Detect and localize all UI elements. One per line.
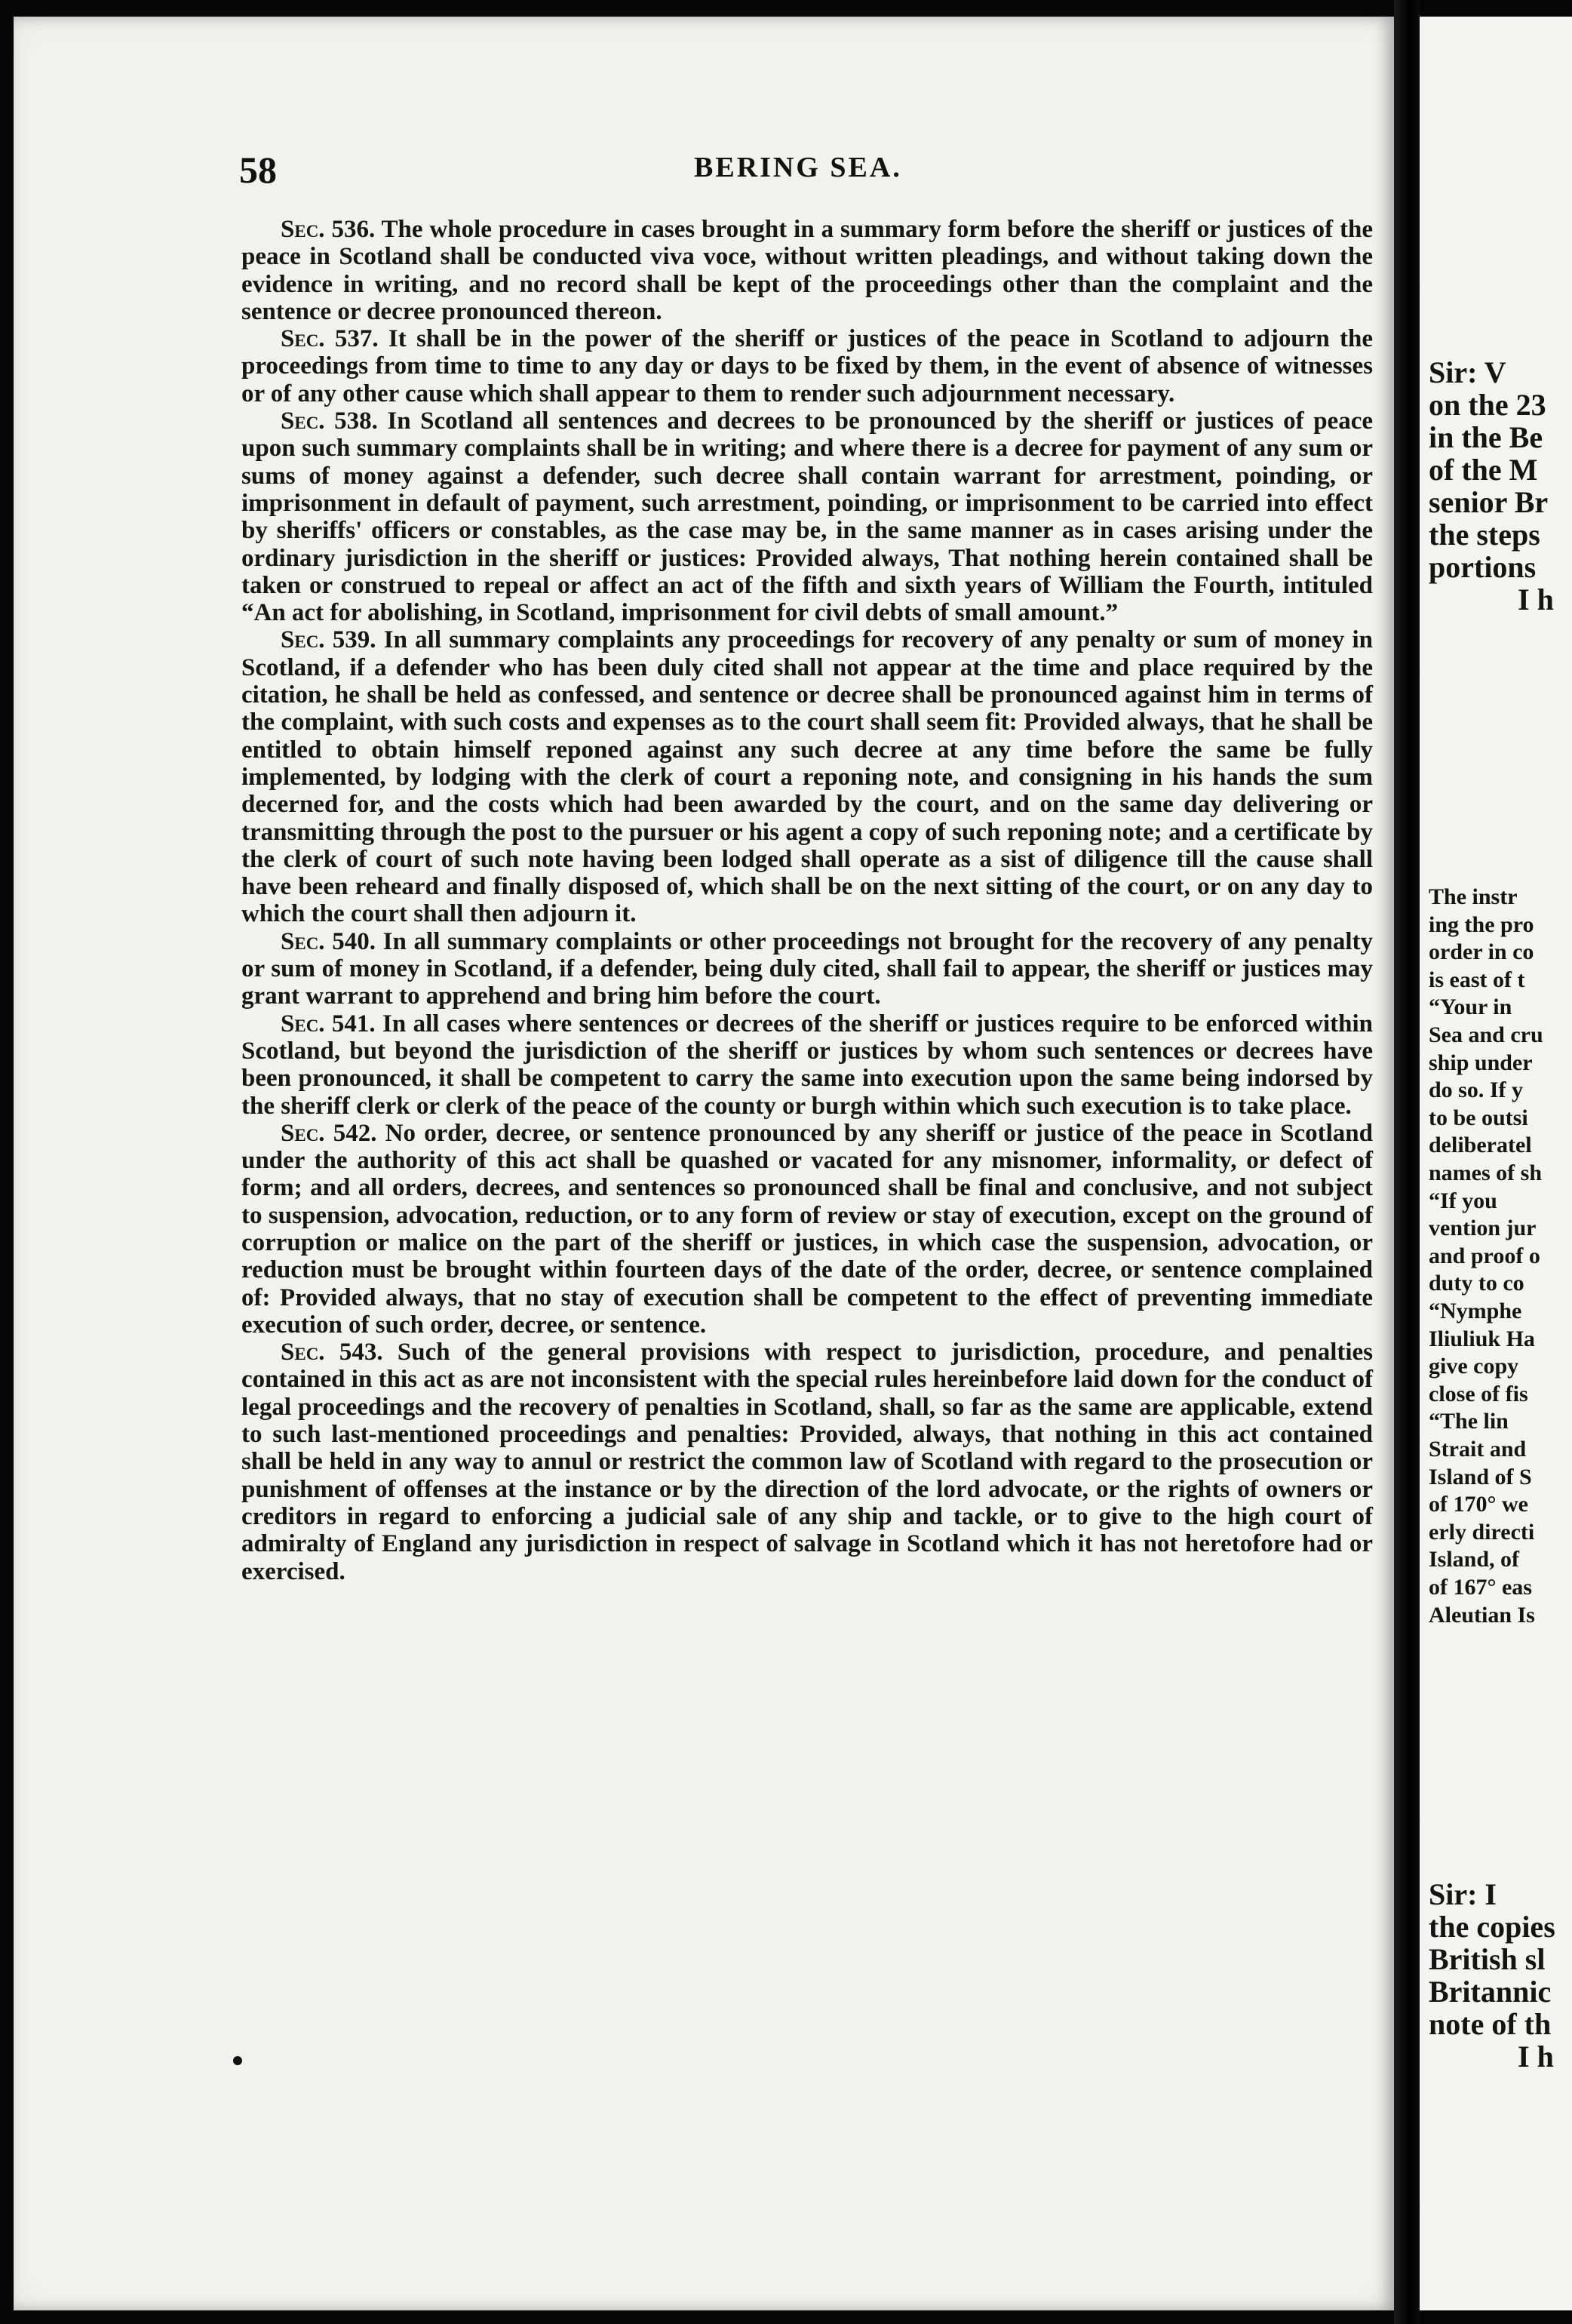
facing-page-line: Sea and cru xyxy=(1429,1022,1543,1047)
facing-page-line: Strait and xyxy=(1429,1437,1527,1462)
section-536 xyxy=(241,216,1373,325)
section-label: Sec. 536. xyxy=(281,216,376,243)
statute-text xyxy=(241,216,1373,1585)
section-540 xyxy=(241,928,1373,1010)
section-537 xyxy=(241,325,1373,407)
section-body: The whole procedure in cases brought in a summary form before the sheriff or justices of the peace in Scotland shall be conducted viva voce, without written pleadings, and without taking down the evidence in writing, and no record shall be kept of the proceedings other than the complaint and the sentence or decree pronounced thereon. xyxy=(241,216,1374,325)
section-label: Sec. 540. xyxy=(281,927,376,955)
facing-page-line: “The lin xyxy=(1429,1409,1509,1434)
facing-page-line: “Your in xyxy=(1429,994,1512,1020)
facing-page-line: names of sh xyxy=(1429,1160,1543,1185)
facing-page-line: Sir: I xyxy=(1429,1877,1497,1911)
ink-speck xyxy=(233,2056,242,2065)
facing-page-line: and proof o xyxy=(1429,1243,1540,1268)
facing-page-line: Iliuliuk Ha xyxy=(1429,1326,1535,1351)
section-body: Such of the general provisions with respect to jurisdiction, procedure, and penalties contained in this act as are not inconsistent with the special rules hereinbefore laid down for the conduct of legal proceedings and the recovery of penalties in Scotland, shall, so far as the same are applicable, extend to such last-mentioned proceedings and penalties: Provided, always, that nothing in this act contained shall be held in any way to annul or restrict the common law of Scotland with regard to the prosecution or punishment of offenses at the instance or by the direction of the lord advocate, or the rights of owners or creditors in regard to enforcing a judicial sale of any ship and tackle, or to give to the high court of admiralty of England any jurisdiction in respect of salvage in Scotland which it has not heretofore had or exercised. xyxy=(241,1339,1374,1585)
section-543 xyxy=(241,1339,1373,1585)
facing-page-line: of the M xyxy=(1429,453,1538,487)
section-label: Sec. 542. xyxy=(281,1119,377,1147)
facing-page-line: ing the pro xyxy=(1429,911,1534,937)
facing-page-line: give copy xyxy=(1429,1354,1519,1379)
section-539 xyxy=(241,626,1373,927)
facing-page xyxy=(1420,17,1572,2310)
facing-page-line: of 170° we xyxy=(1429,1492,1528,1517)
facing-page-line: of 167° eas xyxy=(1429,1575,1532,1600)
facing-page-line: Sir: V xyxy=(1429,355,1506,389)
facing-page-line: The instr xyxy=(1429,884,1518,909)
facing-page-line: “Nymphe xyxy=(1429,1299,1522,1323)
facing-page-line: senior Br xyxy=(1429,485,1549,519)
facing-page-line: do so. If y xyxy=(1429,1077,1524,1103)
facing-page-line: deliberatel xyxy=(1429,1133,1532,1158)
section-label: Sec. 541. xyxy=(281,1010,376,1038)
facing-page-line: “If you xyxy=(1429,1188,1497,1213)
section-body: In all summary complaints any proceedings for recovery of any penalty or sum of money in Scotland, if a defender who has been duly cited shall not appear at the time and place required by the citation, he shall be held as confessed, and sentence or decree shall be pronounced against him in terms of the complaint, with such costs and expenses as to the court shall seem fit: Provided always, that he shall be entitled to obtain himself reponed against any such decree at any time before the same be fully implemented, by lodging with the clerk of court a reponing note, and consigning in his hands the sum decerned for, and the costs which had been awarded by the court, and on the same day delivering or transmitting through the post to the pursuer or his agent a copy of such reponing note; and a certificate by the clerk of court of such note having been lodged shall operate as a sist of diligence till the cause shall have been reheard and finally disposed of, which shall be on the next sitting of the court, or on any day to which the court shall then adjourn it. xyxy=(241,626,1374,928)
facing-page-line: British sl xyxy=(1429,1942,1546,1976)
facing-page-line: order in co xyxy=(1429,939,1534,965)
facing-page-line: Island of S xyxy=(1429,1464,1532,1489)
section-body: In Scotland all sentences and decrees to be pronounced by the sheriff or justices of peace upon such summary complaints shall be in writing; and where there is a decree for payment of any sum or sums of money against a defender, such decree shall contain warrant for arrestment, poinding, or imprisonment in default of payment, such arrestment, poinding, or imprisonment to be carried into effect by sheriffs' officers or constables, as the case may be, in the same manner as in cases arising under the ordinary jurisdiction in the sheriff or justices: Provided always, That nothing herein contained shall be taken or construed to repeal or affect an act of the fifth and sixth years of William the Fourth, intituled “An act for abolishing, in Scotland, imprisonment for civil debts of small amount.” xyxy=(241,407,1374,627)
facing-page-line: Britannic xyxy=(1429,1975,1552,2009)
book-spine xyxy=(1394,0,1420,2324)
page-number: 58 xyxy=(239,149,277,191)
facing-page-line: vention jur xyxy=(1429,1216,1537,1241)
facing-page-line: is east of t xyxy=(1429,967,1525,992)
facing-page-line: I h xyxy=(1518,2040,1554,2073)
facing-page-line: in the Be xyxy=(1429,420,1543,454)
section-label: Sec. 539. xyxy=(281,626,376,654)
facing-page-line: the copies xyxy=(1429,1910,1555,1944)
facing-page-line: the steps xyxy=(1429,518,1540,552)
section-body: No order, decree, or sentence pronounced by any sheriff or justice of the peace in Scotland under the authority of this act shall be quashed or vacated for any misnomer, informality, or defect of form; and all orders, decrees, and sentences so pronounced shall be final and conclusive, and not subject to suspension, advocation, reduction, or to any form of review or stay of execution, except on the ground of corruption or malice on the part of the sheriff or justices, in which case the suspension, advocation, or reduction must be brought within fourteen days of the date of the order, decree, or sentence complained of: Provided always, that no stay of execution shall be competent to the effect of preventing immediate execution of such order, decree, or sentence. xyxy=(241,1119,1374,1339)
facing-page-line: note of th xyxy=(1429,2007,1552,2041)
running-head: BERING SEA. xyxy=(694,152,902,183)
section-body: It shall be in the power of the sheriff or justices of the peace in Scotland to adjourn the proceedings from time to time to any day or days to be fixed by them, in the event of absence of witnesses or of any other cause which shall appear to them to render such adjournment necessary. xyxy=(241,325,1374,407)
section-541 xyxy=(241,1010,1373,1120)
section-label: Sec. 538. xyxy=(281,407,378,435)
facing-page-line: to be outsi xyxy=(1429,1105,1528,1130)
facing-page-line: erly directi xyxy=(1429,1519,1535,1545)
facing-page-line: ship under xyxy=(1429,1050,1533,1075)
facing-page-line: duty to co xyxy=(1429,1271,1524,1296)
facing-page-line: portions xyxy=(1429,550,1537,584)
facing-page-line: Island, of xyxy=(1429,1547,1520,1572)
facing-page-line: on the 23 xyxy=(1429,388,1546,422)
facing-page-line: Aleutian Is xyxy=(1429,1602,1535,1628)
section-label: Sec. 543. xyxy=(281,1339,383,1366)
section-label: Sec. 537. xyxy=(281,325,379,353)
section-538 xyxy=(241,407,1373,626)
section-body: In all cases where sentences or decrees of the sheriff or justices require to be enforced within Scotland, but beyond the jurisdiction of the sheriff or justices by whom such sentences or decrees have been pronounced, it shall be competent to carry the same into execution upon the same being indorsed by the sheriff clerk or clerk of the peace of the county or burgh within which such execution is to take place. xyxy=(241,1010,1373,1120)
facing-page-line: close of fis xyxy=(1429,1381,1528,1406)
facing-page-line: I h xyxy=(1518,583,1554,616)
section-542 xyxy=(241,1120,1373,1339)
section-body: In all summary complaints or other proceedings not brought for the recovery of any penalty or sum of money in Scotland, if a defender, being duly cited, shall fail to appear, the sheriff or justices may grant warrant to apprehend and bring him before the court. xyxy=(241,927,1373,1010)
